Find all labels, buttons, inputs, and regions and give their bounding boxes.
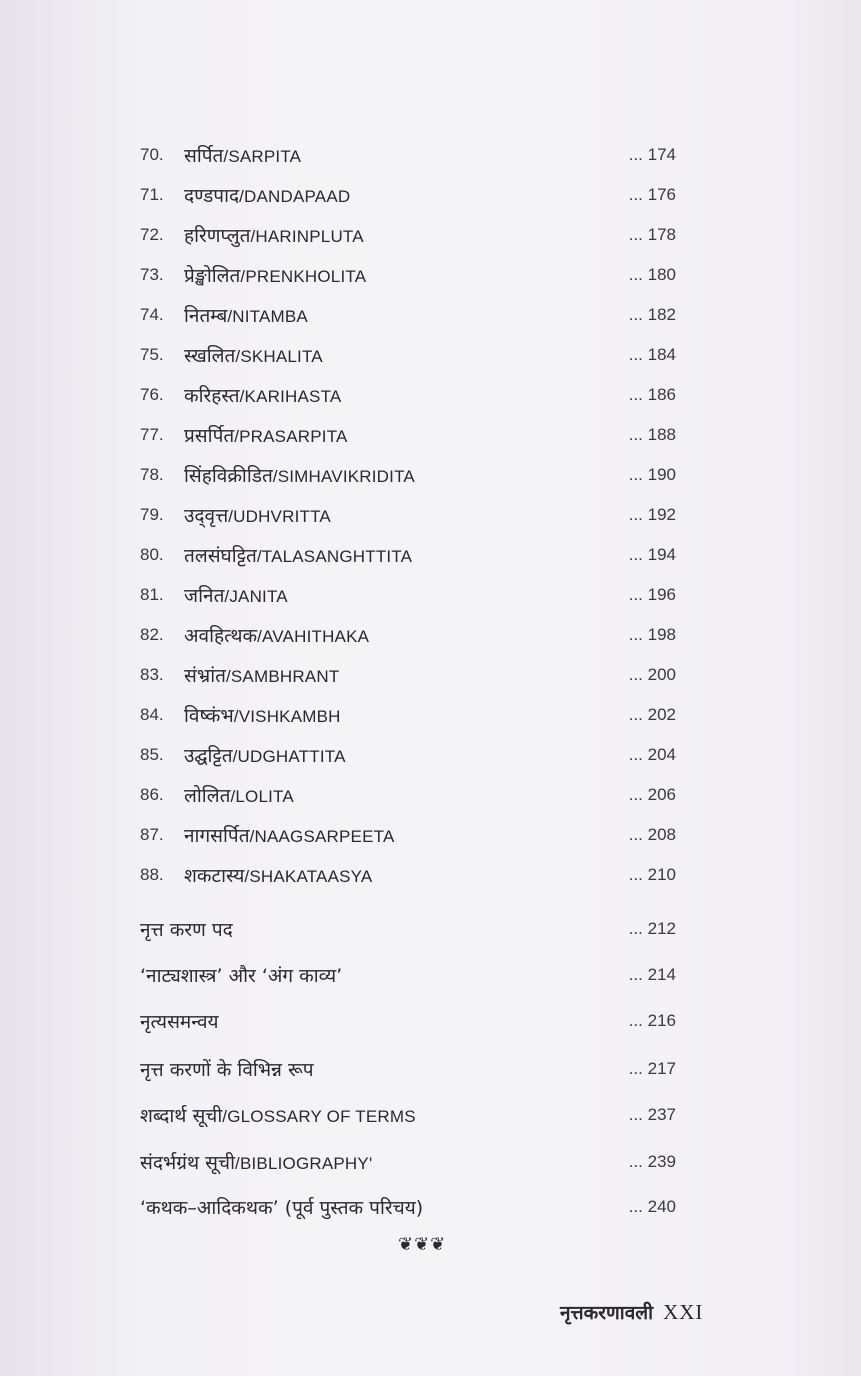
page-footer [560,1299,703,1325]
entry-title-hindi: अवहित्थक [184,625,258,647]
section-title [140,1008,596,1034]
section-title [140,962,596,988]
entry-title-english: /LOLITA [230,787,294,806]
entry-title-english: /VISHKAMBH [233,707,341,726]
toc-section [140,1003,676,1039]
entry-title-hindi: संभ्रांत [184,665,226,687]
section-page: ... 212 [628,919,676,938]
entry-title [184,582,596,608]
entry-title [184,382,596,408]
section-page: ... 216 [628,1011,676,1030]
toc-entry [140,500,676,530]
entry-title-hindi: लोलित [184,785,231,807]
entry-title-hindi: हरिणप्लुत [184,225,251,247]
entry-title-english: /AVAHITHAKA [257,627,370,646]
entry-page: ... 204 [628,745,676,764]
entry-page: ... 182 [628,305,676,324]
entry-title-english: /DANDAPAAD [239,187,351,206]
toc-entry [140,700,676,730]
entry-title-english: /SHAKATAASYA [244,867,373,886]
entry-title [184,422,596,448]
entry-page: ... 180 [628,265,676,284]
section-page: ... 239 [628,1152,676,1171]
entry-title-english: /SKHALITA [235,347,323,366]
toc-section [140,1144,676,1180]
page-number: XXI [663,1300,704,1324]
toc-entry [140,540,676,570]
entry-page: ... 176 [628,185,676,204]
toc-entry [140,260,676,290]
entry-page: ... 202 [628,705,676,724]
section-title-hindi: नृत्त करणों के विभिन्न रूप [140,1059,314,1081]
entry-title [184,742,596,768]
entry-title-hindi: शकटास्य [184,865,245,887]
entry-page: ... 178 [628,225,676,244]
toc-entry [140,740,676,770]
entry-page: ... 174 [628,145,676,164]
toc-entry [140,780,676,810]
entry-title-hindi: नागसर्पित [184,825,250,847]
entry-number: 77. [140,425,164,444]
entry-title-hindi: सिंहविक्रीडित [184,465,273,487]
entry-number: 87. [140,825,164,844]
entry-title-english: /PRASARPITA [234,427,348,446]
entry-title [184,462,596,488]
entry-title-english: /SARPITA [223,147,302,166]
running-book-title: नृत्तकरणावली [560,1302,654,1324]
toc-entry [140,420,676,450]
entry-title [184,542,596,568]
entry-title [184,622,596,648]
entry-number: 84. [140,705,164,724]
entry-page: ... 190 [628,465,676,484]
entry-number: 85. [140,745,164,764]
entry-title [184,862,596,888]
section-title-hindi: संदर्भग्रंथ सूची [140,1152,236,1174]
entry-number: 86. [140,785,164,804]
entry-number: 83. [140,665,164,684]
entry-title-english: /UDGHATTITA [232,747,346,766]
entry-number: 76. [140,385,164,404]
entry-title-hindi: नितम्ब [184,305,228,327]
entry-title-hindi: तलसंघट्टित [184,545,257,567]
entry-title-english: /JANITA [224,587,288,606]
entry-title-hindi: जनित [184,585,225,607]
entry-number: 88. [140,865,164,884]
entry-page: ... 210 [628,865,676,884]
section-page: ... 237 [628,1105,676,1124]
entry-title [184,342,596,368]
section-title [140,1056,596,1082]
entry-page: ... 188 [628,425,676,444]
toc-section [140,911,676,947]
section-page: ... 214 [628,965,676,984]
entry-page: ... 206 [628,785,676,804]
entry-title-english: /HARINPLUTA [250,227,364,246]
toc-section [140,1051,676,1087]
entry-number: 74. [140,305,164,324]
entry-number: 70. [140,145,164,164]
section-title-hindi: ‘कथक–आदिकथक’ (पूर्व पुस्तक परिचय) [140,1197,424,1219]
section-title-hindi: नृत्यसमन्वय [140,1011,219,1033]
entry-page: ... 186 [628,385,676,404]
entry-title [184,662,596,688]
entry-title-hindi: उद्घट्टित [184,745,233,767]
entry-title [184,702,596,728]
toc-section [140,957,676,993]
toc-entry [140,860,676,890]
section-title [140,916,596,942]
entry-title [184,822,596,848]
entry-number: 82. [140,625,164,644]
entry-number: 72. [140,225,164,244]
entry-title-english: /UDHVRITTA [228,507,331,526]
entry-page: ... 208 [628,825,676,844]
toc-section [140,1097,676,1133]
toc-entry [140,820,676,850]
entry-title [184,262,596,288]
toc-entry [140,580,676,610]
entry-number: 73. [140,265,164,284]
toc-section [140,1189,676,1225]
section-title-hindi: शब्दार्थ सूची [140,1105,223,1127]
entry-title-english: /PRENKHOLITA [240,267,367,286]
entry-page: ... 194 [628,545,676,564]
entry-number: 79. [140,505,164,524]
entry-title [184,142,596,168]
entry-title-hindi: करिहस्त [184,385,240,407]
entry-page: ... 184 [628,345,676,364]
entry-title-english: /NAAGSARPEETA [249,827,395,846]
toc-entry [140,380,676,410]
entry-title-hindi: विष्कंभ [184,705,234,727]
section-title-english: /BIBLIOGRAPHY' [235,1154,373,1173]
entry-title-english: /SAMBHRANT [225,667,340,686]
toc-entry [140,300,676,330]
entry-page: ... 192 [628,505,676,524]
entry-title-english: /TALASANGHTTITA [256,547,413,566]
toc-entry [140,660,676,690]
entry-number: 78. [140,465,164,484]
entry-number: 80. [140,545,164,564]
section-title [140,1194,596,1220]
entry-number: 71. [140,185,164,204]
toc-entry [140,140,676,170]
section-page: ... 217 [628,1059,676,1078]
section-page: ... 240 [628,1197,676,1216]
toc-entry [140,220,676,250]
entry-page: ... 200 [628,665,676,684]
entry-page: ... 196 [628,585,676,604]
toc-entry [140,460,676,490]
toc-entry [140,620,676,650]
entry-page: ... 198 [628,625,676,644]
toc-entry [140,340,676,370]
entry-title [184,222,596,248]
entry-title-english: /KARIHASTA [239,387,342,406]
entry-title-hindi: प्रेङ्खोलित [184,265,241,287]
toc-entry [140,180,676,210]
entry-title [184,302,596,328]
entry-title [184,782,596,808]
entry-title-english: /SIMHAVIKRIDITA [272,467,415,486]
section-title [140,1102,596,1128]
entry-title [184,182,596,208]
section-title [140,1149,596,1175]
entry-title-hindi: स्खलित [184,345,236,367]
section-title-english: /GLOSSARY OF TERMS [222,1107,416,1126]
entry-title-hindi: सर्पित [184,145,224,167]
section-title-hindi: ‘नाट्यशास्त्र’ और ‘अंग काव्य’ [140,965,343,987]
entry-title [184,502,596,528]
section-title-hindi: नृत्त करण पद [140,919,233,941]
entry-number: 81. [140,585,164,604]
entry-number: 75. [140,345,164,364]
entry-title-hindi: प्रसर्पित [184,425,235,447]
entry-title-hindi: उद्‌वृत्त [184,505,229,527]
end-ornament: ❦❦❦ [398,1234,447,1255]
entry-title-hindi: दण्डपाद [184,185,240,207]
entry-title-english: /NITAMBA [227,307,308,326]
